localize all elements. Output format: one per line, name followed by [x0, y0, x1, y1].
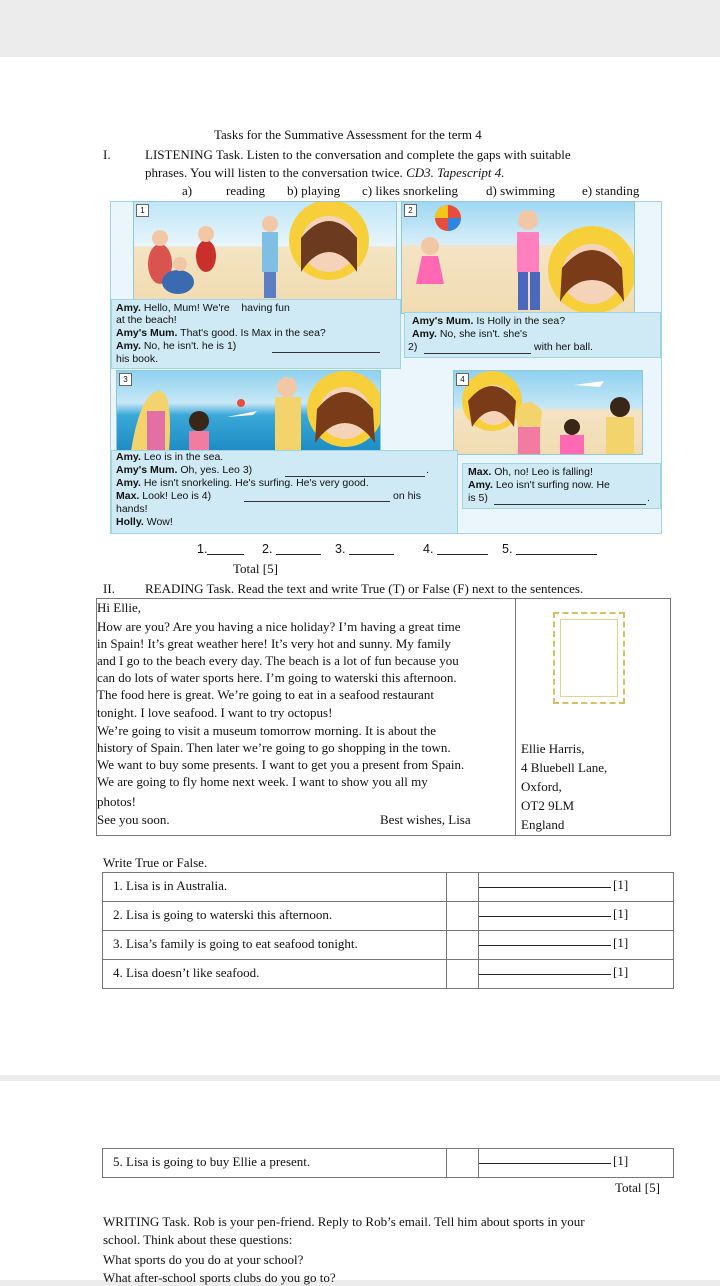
- reading-total: Total [5]: [615, 1180, 660, 1195]
- option-c: c) likes snorkeling: [362, 183, 459, 198]
- letter-signature: Best wishes, Lisa: [380, 812, 471, 827]
- writing-instruction-line-2: school. Think about these questions:: [103, 1232, 293, 1247]
- gap-4-line[interactable]: [244, 501, 390, 502]
- beach-family-illustration: [134, 202, 396, 300]
- letter-line-10: We want to buy some presents. I want to get you a present from Spain.: [97, 757, 465, 772]
- option-a: reading: [226, 183, 265, 198]
- reading-task-title: READING Task.: [145, 581, 235, 596]
- address-line-4: OT2 9LM: [521, 798, 575, 813]
- panel-1-picture: [133, 201, 397, 301]
- panel-1-line-4: Amy. No, he isn't. he is 1): [116, 340, 237, 352]
- listening-instruction-text: Listen to the conversation and complete the gaps with suitable: [246, 147, 571, 162]
- table-row: [103, 873, 673, 902]
- address-line-1: Ellie Harris,: [521, 741, 585, 756]
- reading-instruction-text: Read the text and write True (T) or False (F) next to the sentences.: [237, 581, 584, 596]
- address-line-2: 4 Bluebell Lane,: [521, 760, 608, 775]
- panel-3-picture: [116, 370, 381, 452]
- mark-2: [1]: [613, 906, 629, 921]
- writing-question-1: What sports do you do at your school?: [103, 1252, 304, 1267]
- letter-line-5: can do lots of water sports here. I’m going to waterski this afternoon.: [97, 670, 457, 685]
- writing-instruction-text: Rob is your pen-friend. Reply to Rob’s email. Tell him about sports in your: [193, 1214, 585, 1229]
- answer-blank-1[interactable]: [479, 887, 611, 888]
- section-1-number: I.: [103, 147, 111, 162]
- letter-line-1: Hi Ellie,: [97, 600, 142, 615]
- panel-3-line-1: Amy. Leo is in the sea.: [116, 451, 224, 463]
- statement-1: 1. Lisa is in Australia.: [113, 878, 228, 893]
- gap-3-label: 3): [242, 464, 253, 476]
- panel-1-line-1: Amy. Hello, Mum! We're having fun: [116, 302, 290, 314]
- letter-line-3: in Spain! It’s great weather here! It’s very hot and sunny. My family: [97, 636, 452, 651]
- option-e: e) standing: [582, 183, 640, 198]
- panel-4-line-1: Max. Oh, no! Leo is falling!: [468, 466, 593, 478]
- tf-answer-cell-4[interactable]: [447, 960, 479, 988]
- address-line-5: England: [521, 817, 565, 832]
- letter-line-9: history of Spain. Then later we’re going to go shopping in the town.: [97, 740, 451, 755]
- answer-blank-2[interactable]: [479, 916, 611, 917]
- letter-line-11: We are going to fly home next week. I want to show you all my: [97, 774, 428, 789]
- letter-line-2: How are you? Are you having a nice holiday? I’m having a great time: [97, 619, 461, 634]
- answer-5-label: 5.: [502, 542, 513, 556]
- writing-task-title: WRITING Task.: [103, 1214, 190, 1229]
- statement-4: 4. Lisa doesn’t like seafood.: [113, 965, 260, 980]
- mark-5: [1]: [613, 1153, 629, 1168]
- answer-blank-3[interactable]: [479, 945, 611, 946]
- answer-3-label: 3.: [335, 542, 346, 556]
- table-row: [103, 902, 673, 931]
- writing-question-2: What after-school sports clubs do you go to?: [103, 1270, 336, 1285]
- panel-4-line-2: Amy. Leo isn't surfing now. He: [468, 479, 610, 491]
- surfing-illustration: [117, 371, 380, 451]
- tapescript-reference: CD3. Tapescript 4.: [406, 165, 505, 180]
- answer-2-label: 2.: [262, 542, 273, 556]
- listening-instruction-text-2: phrases. You will listen to the conversation twice.: [145, 165, 403, 180]
- listening-instruction-line-2: [145, 164, 505, 181]
- panel-1-line-2: at the beach!: [116, 314, 177, 326]
- panel-4-number: 4: [456, 373, 469, 386]
- gap-1-label: 1): [226, 340, 237, 352]
- tf-answer-cell-3[interactable]: [447, 931, 479, 959]
- panel-3-line-4-end: on his: [393, 490, 422, 502]
- postage-stamp-icon: [553, 612, 625, 704]
- statement-5: 5. Lisa is going to buy Ellie a present.: [113, 1154, 311, 1169]
- answer-1-label: 1.: [197, 542, 208, 556]
- panel-2-number: 2: [404, 204, 417, 217]
- answer-4-blank[interactable]: [437, 554, 488, 555]
- panel-2-line-2: Amy. No, she isn't. she's: [412, 328, 528, 340]
- answer-4-label: 4.: [423, 542, 434, 556]
- answer-blank-5[interactable]: [479, 1163, 611, 1164]
- table-row: [103, 960, 673, 988]
- mark-4: [1]: [613, 964, 629, 979]
- panel-1-number: 1: [136, 204, 149, 217]
- letter-line-8: We’re going to visit a museum tomorrow morning. It is about the: [97, 723, 437, 738]
- worksheet-title: Tasks for the Summative Assessment for the term 4: [214, 127, 482, 142]
- true-false-table: [102, 872, 674, 989]
- statement-3: 3. Lisa’s family is going to eat seafood tonight.: [113, 936, 358, 951]
- letter-line-7: tonight. I love seafood. I want to try octopus!: [97, 705, 333, 720]
- gap-5-line[interactable]: [494, 504, 646, 505]
- panel-3-line-2-end: .: [426, 464, 429, 476]
- letter-closing: See you soon.: [97, 812, 170, 827]
- answer-3-blank[interactable]: [349, 554, 394, 555]
- panel-1-line-5: his book.: [116, 353, 159, 365]
- tf-answer-cell-5[interactable]: [447, 1149, 479, 1177]
- panel-1-line-3: Amy's Mum. That's good. Is Max in the sea?: [116, 327, 326, 339]
- panel-2-picture: [401, 201, 635, 314]
- example-answer: having fun: [241, 302, 290, 314]
- panel-4-line-3: is 5): [468, 492, 488, 504]
- panel-4-line-3-end: .: [647, 492, 650, 504]
- option-b: b) playing: [287, 183, 341, 198]
- answer-blank-4[interactable]: [479, 974, 611, 975]
- gap-2-line[interactable]: [424, 353, 531, 354]
- panel-3-line-6: Holly. Wow!: [116, 516, 173, 528]
- true-false-table-continued: [102, 1148, 674, 1178]
- option-d: d) swimming: [486, 183, 555, 198]
- mark-3: [1]: [613, 935, 629, 950]
- panel-3-line-4: Max. Look! Leo is 4): [116, 490, 212, 502]
- panel-3-line-5: hands!: [116, 503, 148, 515]
- listening-total: Total [5]: [233, 561, 278, 576]
- answer-1-blank[interactable]: [207, 554, 244, 555]
- true-false-heading: Write True or False.: [103, 855, 208, 870]
- children-watching-illustration: [454, 371, 642, 454]
- tf-answer-cell-1[interactable]: [447, 873, 479, 901]
- gap-1-line[interactable]: [272, 352, 380, 353]
- panel-4-picture: [453, 370, 643, 455]
- table-row: [103, 1149, 673, 1177]
- letter-line-6: The food here is great. We’re going to eat in a seafood restaurant: [97, 687, 434, 702]
- answer-5-blank[interactable]: [516, 554, 597, 555]
- panel-2-gap-label: 2): [408, 341, 418, 353]
- listening-task-title: LISTENING Task.: [145, 147, 244, 162]
- panel-2-line-3-end: with her ball.: [534, 341, 593, 353]
- panel-3-line-2: Amy's Mum. Oh, yes. Leo 3): [116, 464, 253, 476]
- panel-3-line-3: Amy. He isn't snorkeling. He's surfing. He's very good.: [116, 477, 369, 489]
- reading-instruction: [145, 580, 583, 597]
- writing-instruction-line-1: [103, 1213, 585, 1230]
- listening-instruction-line-1: [145, 146, 571, 163]
- address-line-3: Oxford,: [521, 779, 562, 794]
- section-2-number: II.: [103, 581, 115, 596]
- beach-ball-illustration: [402, 202, 634, 313]
- tf-answer-cell-2[interactable]: [447, 902, 479, 930]
- panel-2-line-1: Amy's Mum. Is Holly in the sea?: [412, 315, 566, 327]
- letter-line-4: and I go to the beach every day. The beach is a lot of fun because you: [97, 653, 459, 668]
- panel-3-number: 3: [119, 373, 132, 386]
- letter-line-12: photos!: [97, 794, 136, 809]
- option-a-letter: a): [182, 183, 193, 198]
- table-row: [103, 931, 673, 960]
- answer-2-blank[interactable]: [276, 554, 321, 555]
- mark-1: [1]: [613, 877, 629, 892]
- statement-2: 2. Lisa is going to waterski this afternoon.: [113, 907, 333, 922]
